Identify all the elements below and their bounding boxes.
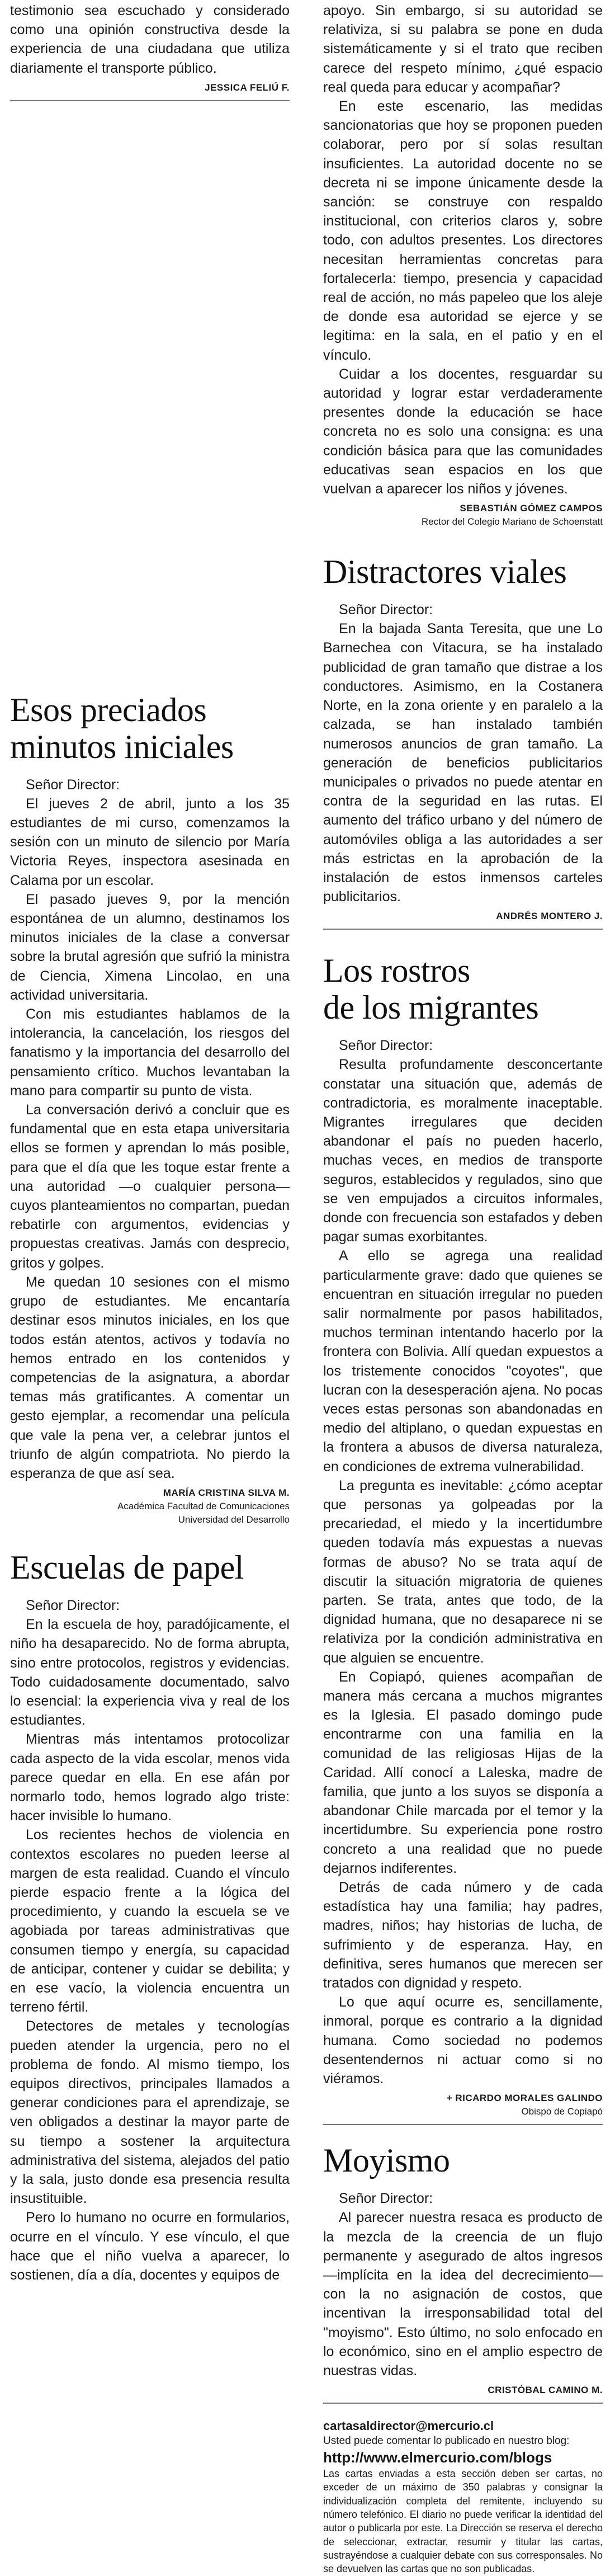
letter-paragraph: apoyo. Sin embargo, si su autoridad se relativiza, si su palabra se pone en duda sistemáticamente y si el trato que reciben carece del respeto mínimo, ¿qué espacio real queda para educar y acompañar?: [323, 3, 603, 95]
letter-affiliation: Académica Facultad de Comunicaciones: [117, 1501, 290, 1512]
letter-paragraph: Resulta profundamente desconcertante constatar una situación que, además de contradictoria, es moralmente inaceptable. Migrantes irregulares que deciden abandonar el país no pueden hacerlo, muchas veces, en medios de transporte seguros, establecidos y regulados, sino que se ven empujados a circuitos informales, donde con frecuencia son estafados y deben pagar sumas exorbitantes.: [323, 1057, 603, 1245]
letter-salutation: Señor Director:: [339, 1038, 433, 1054]
blog-url-link[interactable]: http://www.elmercurio.com/blogs: [323, 2449, 552, 2466]
letter-paragraph: En este escenario, las medidas sancionatorias que hoy se proponen pueden colaborar, pero por sí solas resultan insuficientes. La autoridad docente no se decreta ni se impone únicamente desde la sanción: se construye con respaldo institucional, con criterios claros y, sobre todo, con adultos presentes. Los directores necesitan herramientas concretas para fortalecerla: tiempo, presencia y capacidad real de acción, no más papeleo que los aleje de donde esa autoridad se ejerce y se legitima: en la sala, en el patio y en el vínculo.: [323, 98, 603, 363]
letter-title: Moyismo: [323, 2142, 450, 2179]
letter-title-line: Los rostros: [323, 952, 470, 990]
letter-paragraph: A ello se agrega una realidad particularmente grave: dado que quienes se encuentran en situación irregular no pueden salir normalmente por pasos habilitados, muchos terminan intentando hacerlo por la frontera con Bolivia. Allí quedan expuestos a los tristemente conocidos "coyotes", que lucran con la desesperación ajena. No pocas veces estas personas son abandonadas en medio del altiplano, o quedan expuestas en la frontera a abusos de diversa naturaleza, en condiciones de extrema vulnerabilidad.: [323, 1248, 603, 1475]
letter-signature: SEBASTIÁN GÓMEZ CAMPOS: [460, 503, 603, 514]
letter-signature: CRISTÓBAL CAMINO M.: [488, 2385, 603, 2396]
letter-paragraph: La conversación derivó a concluir que es fundamental que en esta etapa universitaria ellos se formen y aprendan lo más posible, para que el día que les toque estar frente a una autoridad —o cualquier persona— cuyos planteamientos no compartan, puedan rebatirle con argumentos, evidencias y propuestas creativas. Jamás con desprecio, gritos y golpes.: [10, 1102, 290, 1271]
letter-affiliation: Universidad del Desarrollo: [178, 1514, 290, 1525]
right-column: [323, 0, 603, 2576]
letter-signature: + RICARDO MORALES GALINDO: [446, 2093, 603, 2104]
letter-paragraph: En la escuela de hoy, paradójicamente, el niño ha desaparecido. No de forma abrupta, sino entre protocolos, registros y evidencias. Todo cuidadosamente documentado, salvo lo esencial: la experiencia viva y real de los estudiantes.: [10, 1617, 290, 1729]
letter-paragraph: Detectores de metales y tecnologías pueden atender la urgencia, pero no el problema de fondo. Al mismo tiempo, los equipos directivos, principales llamados a generar condiciones para el aprendizaje, se ven obligados a destinar la mayor parte de su tiempo a sostener la arquitectura administrativa del sistema, alejados del patio y la sala, justo donde esa presencia resulta insustituible.: [10, 2018, 290, 2207]
letter-paragraph: Cuidar a los docentes, resguardar su autoridad y lograr estar verdaderamente presentes donde la educación se hace concreta no es solo una consigna: es una condición básica para que las comunidades educativas sean espacios en los que vuelvan a aparecer los niños y jóvenes.: [323, 366, 603, 497]
divider: [323, 2403, 603, 2404]
letter-paragraph: Detrás de cada número y de cada estadística hay una familia; hay padres, madres, niños; hay historias de lucha, de sufrimiento y de esperanza. Hay, en definitiva, seres humanos que merecen ser tratados con dignidad y respeto.: [323, 1880, 603, 1991]
letter-salutation: Señor Director:: [26, 776, 120, 793]
letter-signature: MARÍA CRISTINA SILVA M.: [163, 1487, 290, 1499]
letter-paragraph: El jueves 2 de abril, junto a los 35 estudiantes de mi curso, comenzamos la sesión con un minuto de silencio por María Victoria Reyes, inspectora asesinada en Calama por un escolar.: [10, 795, 290, 888]
letter-fragment-top: [10, 1, 290, 101]
letter-title: Distractores viales: [323, 553, 567, 591]
letter-escuelas-continued: [323, 1, 603, 529]
letter-moyismo: [323, 2142, 603, 2404]
letter-paragraph: Los recientes hechos de violencia en contextos escolares no pueden leerse al margen de esta realidad. Cuando el vínculo pierde espacio frente a la lógica del procedimiento, y cuando la escuela se ve agobiada por tareas administrativas que consumen tiempo y energía, su capacidad de anticipar, contener y cuidar se debilita; y en ese vacío, la violencia encuentra un terreno fértil.: [10, 1827, 290, 2015]
letter-paragraph: La pregunta es inevitable: ¿cómo aceptar que personas ya golpeadas por la precariedad, el miedo y la incertidumbre queden todavía más expuestas a nuevas formas de abuso? No se trata aquí de discutir la situación migratoria de quienes parten. Se trata, antes que todo, de la dignidad humana, que no desaparece ni se relativiza por la condición administrativa en que alguien se encuentre.: [323, 1477, 603, 1666]
letter-paragraph: Lo que aquí ocurre es, sencillamente, inmoral, porque es contrario a la dignidad humana. Como sociedad no podemos desentendernos ni actuar como si no viéramos.: [323, 1994, 603, 2087]
letter-paragraph: En la bajada Santa Teresita, que une Lo Barnechea con Vitacura, se ha instalado publicidad de gran tamaño que distrae a los conductores. Asimismo, en la Costanera Norte, en la zona oriente y en paralelo a la calzada, se han instalado también numerosos anuncios de gran tamaño. La generación de beneficios publicitarios municipales o privados no puede atentar en contra de la seguridad en las rutas. El aumento del tráfico urbano y del número de automóviles obliga a las autoridades a ser más estrictas en la aprobación de la instalación de estos inmensos carteles publicitarios.: [323, 621, 603, 905]
letter-salutation: Señor Director:: [339, 2191, 433, 2207]
letter-salutation: Señor Director:: [26, 1598, 120, 1614]
letter-paragraph: Mientras más intentamos protocolizar cada aspecto de la vida escolar, menos vida parece quedar en ella. En ese afán por normarlo todo, hemos logrado algo triste: hacer invisible lo humano.: [10, 1731, 290, 1824]
letter-migrantes: [323, 952, 603, 2125]
letter-paragraph: testimonio sea escuchado y considerado como una opinión constructiva desde la experiencia de una ciudadana que utiliza diariamente el transporte público.: [10, 3, 290, 76]
divider: [323, 2124, 603, 2125]
letter-paragraph: Pero lo humano no ocurre en formularios, ocurre en el vínculo. Y ese vínculo, el que hace que el niño vuelva a aparecer, lo sostienen, día a día, docentes y equipos de: [10, 2210, 290, 2283]
letter-affiliation: Rector del Colegio Mariano de Schoenstatt: [421, 516, 603, 528]
submission-rules-text: Las cartas enviadas a esta sección deben ser cartas, no exceder de un máximo de 350 palabras y consignar la individualización completa del remitente, incluyendo su número telefónico. El diario no puede verificar la identidad del autor o publicarla por este. La Dirección se reserva el derecho de seleccionar, extractar, resumir y titular las cartas, sustrayéndose a cualquier debate con sus corresponsales. No se devuelven las cartas que no son publicadas.: [323, 2468, 603, 2575]
letters-info-box: [323, 2418, 603, 2575]
letter-paragraph: En Copiapó, quienes acompañan de manera más cercana a muchos migrantes es la Iglesia. El pasado domingo pude encontrarme con una familia en la comunidad de las religiosas Hijas de la Caridad. Allí conocí a Laleska, madre de familia, que junto a los suyos se disponía a abandonar Chile marcada por el temor y la incertidumbre. Su experiencia pone rostro concreto a una realidad que no puede dejarnos indiferentes.: [323, 1669, 603, 1876]
contact-email-link[interactable]: cartasaldirector@mercurio.cl: [323, 2419, 494, 2433]
letter-title: [323, 952, 603, 1026]
letter-signature: ANDRÉS MONTERO J.: [496, 911, 603, 922]
letter-minutos: [10, 691, 290, 1527]
letter-affiliation: Obispo de Copiapó: [521, 2106, 603, 2117]
letter-title: Escuelas de papel: [10, 1549, 244, 1586]
letter-escuelas: [10, 1549, 290, 2285]
blog-comment-note: Usted puede comentar lo publicado en nuestro blog:: [323, 2435, 570, 2447]
letter-title-line: de los migrantes: [323, 989, 539, 1026]
letter-paragraph: Al parecer nuestra resaca es producto de la mezcla de la creencia de un flujo permanente y asegurado de altos ingresos —implícita en la idea del decrecimiento— con la no asignación de costos, que incentivan la irresponsabilidad total del "moyismo". Esto último, no solo enfocado en lo económico, sino en el amplio espectro de nuestras vidas.: [323, 2210, 603, 2379]
letter-salutation: Señor Director:: [339, 602, 433, 618]
letter-title: Esos preciados minutos iniciales: [10, 691, 234, 765]
divider: [10, 100, 290, 101]
letter-paragraph: El pasado jueves 9, por la mención espontánea de un alumno, destinamos los minutos iniciales de la clase a conversar sobre la brutal agresión que sufrió la ministra de Ciencia, Ximena Lincolao, en una actividad universitaria.: [10, 891, 290, 1003]
letter-paragraph: Con mis estudiantes hablamos de la intolerancia, la cancelación, los riesgos del fanatismo y la importancia del desarrollo del pensamiento crítico. Muchos levantaban la mano para compartir su punto de vista.: [10, 1006, 290, 1099]
divider: [323, 929, 603, 930]
letter-signature: JESSICA FELIÚ F.: [205, 82, 290, 93]
letter-paragraph: Me quedan 10 sesiones con el mismo grupo de estudiantes. Me encantaría destinar esos minutos iniciales, en los que todos están atentos, activos y todavía no hemos entrado en los contenidos y competencias de la asignatura, a abordar temas más gratificantes. A comentar un gesto ejemplar, a recomendar una película que vale la pena ver, a celebrar juntos el triunfo de algún compatriota. No pierdo la esperanza de que así sea.: [10, 1274, 290, 1481]
left-column: [10, 0, 290, 2285]
letter-distractores: [323, 553, 603, 930]
